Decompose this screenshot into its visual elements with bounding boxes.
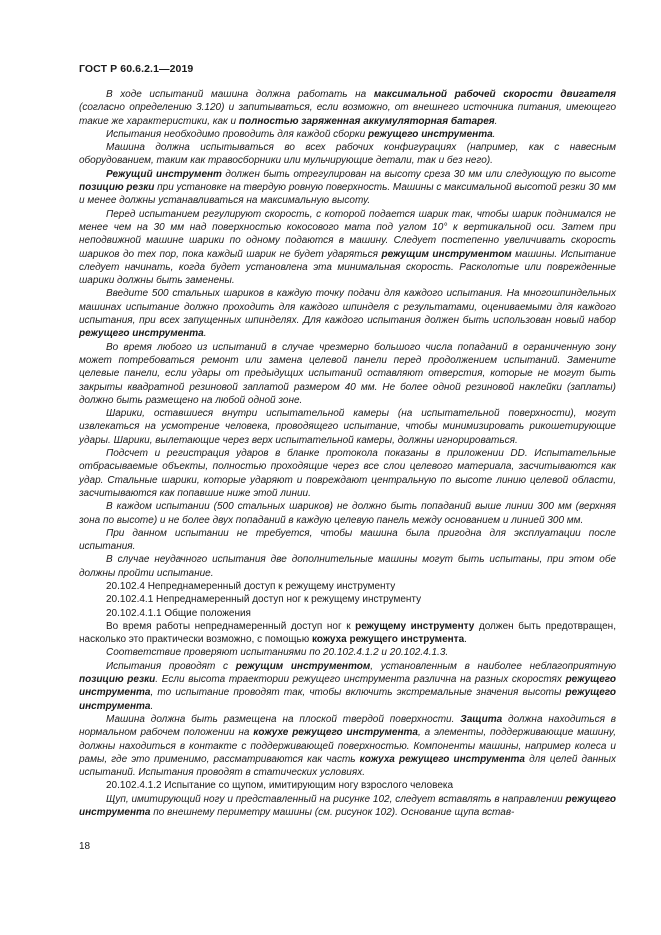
text-run: Во время работы непреднамеренный доступ ног к (106, 620, 356, 632)
text-run: должен быть предотвращен, насколько это практически возможно, с помощью (79, 620, 616, 646)
text-run: Машина должна испытываться во всех рабочих конфигурациях (например, как с навесным оборудованием, таким как травосборники или мульчирующие детали, так и без него). (79, 142, 616, 167)
paragraph (79, 553, 616, 580)
text-run: для целей данных испытаний. Испытания проводят в статических условиях. (79, 753, 617, 779)
paragraph (79, 208, 616, 288)
bold-term: максимальной рабочей скорости двигателя (373, 89, 616, 100)
text-run: При данном испытании не требуется, чтобы машина была пригодна для эксплуатации после испытания. (79, 527, 616, 553)
paragraph (79, 660, 616, 713)
text-run: , а элементы, поддерживающие машину, должны находиться в контакте с поддерживающей поверхностью. Компоненты машины, например колеса и рамы, где это применимо, рассматриваются как часть (79, 727, 616, 765)
text-run: Испытания необходимо проводить для каждой сборки (106, 128, 368, 140)
paragraph (79, 341, 616, 407)
bold-term: полностью заряженная аккумуляторная батарея (238, 115, 495, 127)
paragraph (79, 620, 616, 647)
text-run: . (203, 328, 207, 340)
bold-term: позицию резки (79, 674, 156, 686)
bold-term: позицию резки (79, 182, 155, 194)
paragraph (79, 713, 616, 779)
text-run: Шарики, оставшиеся внутри испытательной камеры (на испытательной поверхности), могут извлекаться на усмотрение человека, проводящего испытание, чтобы минимизировать рикошетирующие удары. Шарики, вылетающие через верх испытательной камеры, должны игнорироваться. (79, 408, 616, 446)
paragraph (79, 646, 616, 659)
bold-term: режущим инструментом (381, 248, 512, 260)
text-run: , установленным в наиболее неблагоприятную (370, 660, 616, 672)
body-text (79, 88, 616, 819)
text-run: Испытания проводят с (106, 660, 236, 672)
text-run: Перед испытанием регулируют скорость, с которой подается шарик так, чтобы шарик поднимался не менее чем на 30 мм над поверхностью кокосового мата под углом 10° к вертикальной оси. Затем при неподвижной машине шарики по одному подаются в машину. Следует постепенно увеличивать скорость шариков до тех пор, пока каждый шарик не будет ударяться (79, 208, 616, 260)
text-run: В ходе испытаний машина должна работать на (106, 89, 374, 100)
paragraph (79, 527, 616, 554)
text-run: . (492, 128, 496, 140)
paragraph (79, 141, 616, 168)
text-run: В случае неудачного испытания две дополнительные машины могут быть испытаны, при этом обе должны пройти испытание. (79, 554, 616, 579)
paragraph (79, 128, 616, 141)
text-run: 20.102.4.1.2 Испытание со щупом, имитирующим ногу взрослого человека (106, 780, 454, 792)
text-run: . (494, 115, 498, 127)
section-heading (79, 580, 616, 593)
paragraph (79, 168, 616, 208)
text-run: машины. Испытание следует начинать, когда будет установлена эта минимальная скорость. Расколотые или поврежденные шарики должны быть заменены. (79, 248, 617, 287)
bold-term: Защита (460, 713, 503, 725)
paragraph (79, 287, 616, 340)
bold-term: режущего инструмента (79, 674, 617, 699)
text-run: по внешнему периметру машины (см. рисунок 102). Основание щупа встав- (150, 807, 515, 819)
paragraph (79, 500, 616, 527)
text-run: должен быть отрегулирован на высоту среза 30 мм или следующую по высоте (221, 168, 616, 180)
text-run: должна находиться в нормальном рабочем положении на (79, 713, 617, 739)
document-code-header: ГОСТ Р 60.6.2.1—2019 (79, 63, 194, 75)
text-run: (согласно определению 3.120) и запитываться, если возможно, от внешнего источника питания, имеющего такие же характеристики, как и (79, 102, 616, 127)
paragraph (79, 407, 616, 447)
page-number: 18 (79, 841, 91, 852)
section-heading (79, 607, 616, 620)
paragraph (79, 447, 616, 500)
bold-term: режущего инструмента (79, 687, 616, 712)
bold-term: кожуха режущего инструмента (359, 753, 525, 765)
bold-term: режущего инструмента (79, 793, 616, 819)
text-run: . (464, 634, 467, 646)
bold-term: режущего инструмента (79, 328, 204, 340)
section-heading (79, 779, 616, 792)
text-run: Введите 500 стальных шариков в каждую точку подачи для каждого испытания. На многошпиндельных машинах испытание должно проходить для каждого шпинделя с результатами, оцениваемыми для каждого испытания, при всех запущенных шпинделях. Для каждого испытания должен быть использован новый набор (79, 288, 616, 327)
text-run: при установке на твердую ровную поверхность. Машины с максимальной высотой резки 30 мм и менее должны устанавливаться на максимальную высоту. (79, 182, 616, 207)
bold-term: кожуха режущего инструмента (311, 634, 465, 646)
paragraph (79, 793, 616, 820)
section-heading (79, 593, 616, 606)
bold-term: режущего инструмента (367, 128, 493, 140)
text-run: Во время любого из испытаний в случае чрезмерно большого числа попаданий в ограниченную зону может потребоваться ремонт или замена целевой панели перед продолжением испытаний. Замените целевые панели, если удары от предыдущих испытаний оставляют отверстия, которые не могут быть закрыты квадратной резиновой заплатой размером 40 мм. Не более одной резиновой наклейки (заплаты) должно быть размещено на любой одной зоне. (79, 341, 616, 406)
paragraph (79, 88, 616, 128)
text-run: Щуп, имитирующий ногу и представленный на рисунке 102, следует вставлять в направлении (106, 793, 566, 805)
text-run: В каждом испытании (500 стальных шариков) не должно быть попаданий выше линии 300 мм (верхняя зона по высоте) и не более двух попаданий в каждую целевую панель между основанием и линией 300 мм. (79, 501, 616, 526)
bold-term: Режущий инструмент (106, 168, 222, 180)
bold-term: режущему инструменту (355, 620, 475, 632)
text-run: Машина должна быть размещена на плоской твердой поверхности. (106, 713, 461, 725)
text-run: 20.102.4.1 Непреднамеренный доступ ног к режущему инструменту (106, 594, 422, 606)
text-run: 20.102.4.1.1 Общие положения (106, 607, 251, 619)
bold-term: режущим инструментом (235, 660, 371, 672)
text-run: . (150, 700, 154, 712)
text-run: Соответствие проверяют испытаниями по 20.102.4.1.2 и 20.102.4.1.3. (106, 647, 449, 659)
text-run: , то испытание проводят так, чтобы включить экстремальные значения высоты (150, 687, 566, 699)
text-run: 20.102.4 Непреднамеренный доступ к режущему инструменту (106, 580, 396, 592)
bold-term: кожухе режущего инструмента (253, 727, 418, 739)
text-run: Подсчет и регистрация ударов в бланке протокола показаны в приложении DD. Испытательные отбрасываемые объекты, полностью проходящие через все слои целевого материала, засчитываются как удар. Стальные шарики, которые ударяют и повреждают центральную по высоте линию целевой области, засчитываются как попавшие ниже этой линии. (79, 448, 616, 499)
text-run: . Если высота траектории режущего инструмента различна на разных скоростях (155, 674, 566, 686)
